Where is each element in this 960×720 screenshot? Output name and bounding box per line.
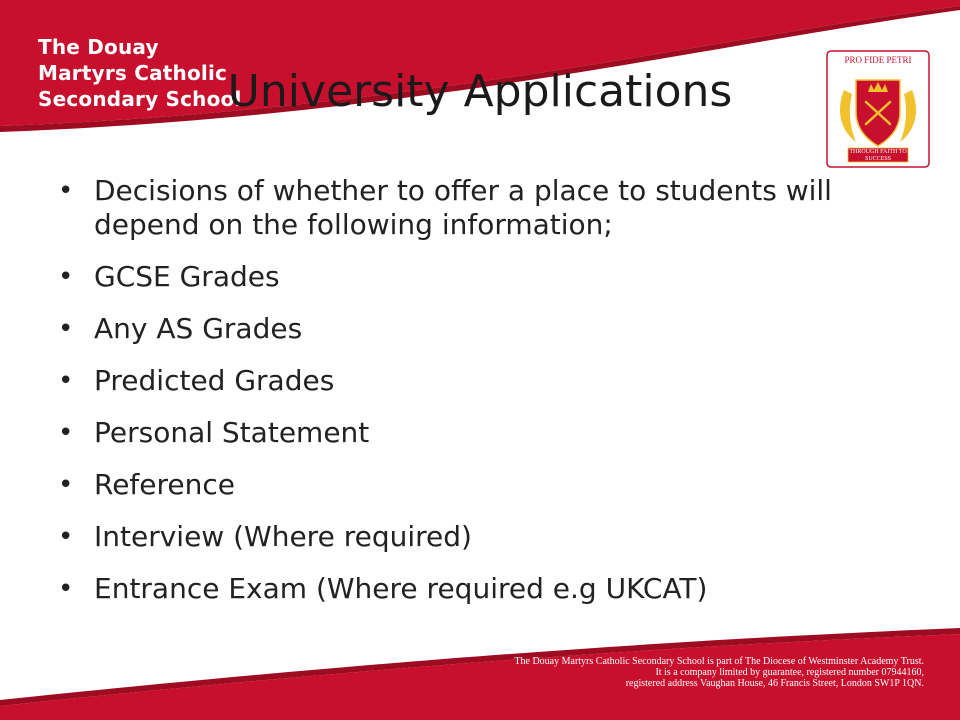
bullet-dot: • xyxy=(58,262,74,292)
bullet-text: Entrance Exam (Where required e.g UKCAT) xyxy=(94,572,708,605)
footer-line: The Douay Martyrs Catholic Secondary School is part of The Diocese of Westminster Academy Trust. xyxy=(514,656,924,667)
bullet-item xyxy=(58,174,918,242)
bullet-item xyxy=(58,260,918,294)
school-name-line-2: Martyrs Catholic xyxy=(38,61,228,85)
footer-line: registered address Vaughan House, 46 Francis Street, London SW1P 1QN. xyxy=(625,678,924,689)
bullet-text: Any AS Grades xyxy=(94,312,303,345)
bullet-dot: • xyxy=(58,176,74,206)
bullet-dot: • xyxy=(58,366,74,396)
bullet-dot: • xyxy=(58,314,74,344)
bullet-item xyxy=(58,364,918,398)
bullet-text: Interview (Where required) xyxy=(94,520,472,553)
bullet-list xyxy=(58,174,918,624)
bullet-dot: • xyxy=(58,418,74,448)
bullet-item xyxy=(58,520,918,554)
school-name-line-1: The Douay xyxy=(38,35,159,59)
bullet-item xyxy=(58,468,918,502)
bullet-item xyxy=(58,312,918,346)
legal-footer xyxy=(504,656,924,689)
footer-line: It is a company limited by guarantee, registered number 07944160, xyxy=(655,667,924,678)
bullet-text: Reference xyxy=(94,468,235,501)
bullet-item xyxy=(58,572,918,606)
bullet-item xyxy=(58,416,918,450)
bullet-dot: • xyxy=(58,522,74,552)
crest-motto-bottom: THROUGH FAITH TO SUCCESS xyxy=(849,149,907,162)
bullet-dot: • xyxy=(58,470,74,500)
bullet-text: GCSE Grades xyxy=(94,260,280,293)
bullet-text: Predicted Grades xyxy=(94,364,335,397)
school-name-line-3: Secondary School xyxy=(38,87,242,111)
crest-motto-top: PRO FIDE PETRI xyxy=(844,55,912,65)
bullet-dot: • xyxy=(58,574,74,604)
bullet-text: Personal Statement xyxy=(94,416,370,449)
bullet-text: Decisions of whether to offer a place to students will depend on the following information; xyxy=(94,174,832,241)
slide-title: University Applications xyxy=(227,66,733,117)
